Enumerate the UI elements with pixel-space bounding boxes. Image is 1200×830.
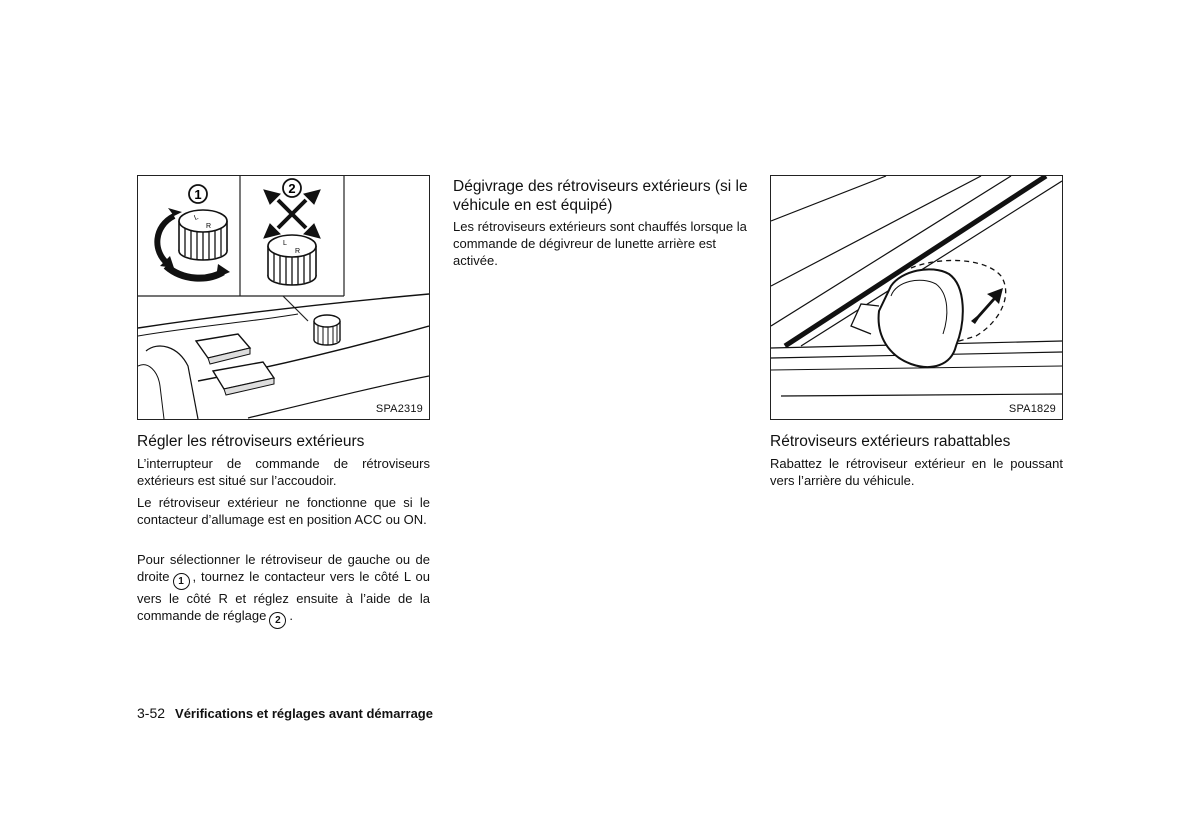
callout-2-badge: 2: [269, 612, 286, 629]
armrest-knob-icon: [314, 315, 340, 345]
figure-code: SPA1829: [1008, 403, 1056, 415]
adjust-knob-icon: [268, 235, 316, 285]
svg-text:R: R: [295, 248, 301, 255]
mirror-switch-drawing: [138, 176, 429, 419]
callout-1-badge: 1: [173, 573, 190, 590]
paragraph-text: Pour sélectionner le rétroviseur de gauche ou de droite: [137, 552, 430, 585]
paragraph-defrost: Les rétroviseurs extérieurs sont chauffés lorsque la commande de dégivreur de lunette arrière est activée.: [453, 219, 747, 269]
svg-text:R: R: [206, 223, 212, 230]
callout-2-badge: [283, 179, 301, 197]
foldable-mirror-drawing: [771, 176, 1062, 419]
page-footer: [137, 705, 433, 721]
section-heading-adjust: Régler les rétroviseurs extérieurs: [137, 433, 365, 450]
section-heading-defrost: Dégivrage des rétroviseurs extérieurs (si le véhicule en est équipé): [453, 178, 748, 214]
paragraph-armrest: L’interrupteur de commande de rétroviseurs extérieurs est situé sur l’accoudoir.: [137, 456, 430, 489]
fold-arrow-icon: [971, 288, 1003, 324]
foldable-mirror-illustration: [770, 175, 1063, 420]
mirror-housing-icon: [851, 269, 963, 367]
svg-text:L: L: [193, 213, 200, 222]
chapter-title: Vérifications et réglages avant démarrage: [175, 706, 433, 721]
svg-text:1: 1: [194, 187, 202, 202]
svg-text:2: 2: [288, 181, 296, 196]
mirror-switch-illustration: [137, 175, 430, 420]
paragraph-text: .: [289, 608, 293, 624]
page-number: 3-52: [137, 705, 166, 721]
figure-code: SPA2319: [375, 403, 423, 415]
paragraph-ignition: Le rétroviseur extérieur ne fonctionne que si le contacteur d’allumage est en position ACC ou ON.: [137, 495, 430, 528]
paragraph-select-mirror: [137, 551, 430, 629]
paragraph-fold: Rabattez le rétroviseur extérieur en le poussant vers l’arrière du véhicule.: [770, 456, 1063, 489]
callout-1-badge: [189, 185, 207, 203]
paragraph-text: , tournez le contacteur vers le côté L ou vers le côté R et réglez ensuite à l’aide de la commande de réglage: [137, 569, 430, 624]
section-heading-fold: Rétroviseurs extérieurs rabattables: [770, 433, 1011, 450]
selector-knob-icon: [179, 210, 227, 260]
svg-text:L: L: [283, 240, 287, 247]
